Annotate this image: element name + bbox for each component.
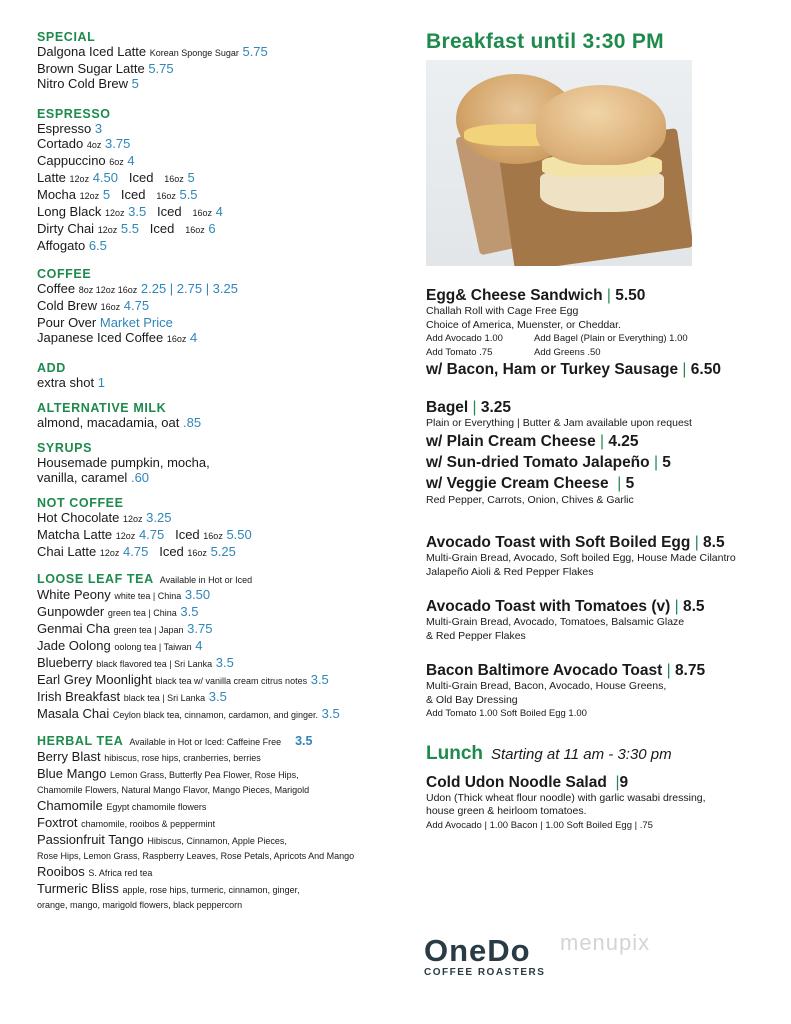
item-size: 12oz: [104, 208, 125, 218]
drinks-column: [37, 30, 397, 924]
menu-item: [37, 238, 397, 253]
not-coffee-section: [37, 496, 397, 561]
item-desc: hibiscus, rose hips, cranberries, berries: [104, 753, 261, 763]
dish-desc: & Old Bay Dressing: [426, 693, 518, 706]
dish-title: Egg& Cheese Sandwich | 5.50: [426, 287, 646, 304]
heading-note: Available in Hot or Iced: [159, 575, 253, 585]
menu-item: [37, 638, 397, 655]
iced-label: Iced: [175, 527, 200, 542]
item-price: 3.75: [105, 136, 131, 151]
menu-item: [37, 672, 397, 689]
item-price: 4: [127, 153, 135, 168]
item-name: Berry Blast: [37, 749, 101, 764]
dish-desc: house green & heirloom tomatoes.: [426, 805, 587, 817]
item-price: 3.5: [215, 655, 234, 670]
item-price: Market Price: [99, 315, 173, 330]
dish-desc: Choice of America, Muenster, or Cheddar.: [426, 318, 621, 331]
section-heading: NOT COFFEE: [37, 496, 124, 510]
logo-tagline: COFFEE ROASTERS: [424, 967, 546, 978]
dish-upgrade: w/ Bacon, Ham or Turkey Sausage | 6.50: [426, 361, 721, 378]
item-desc: Ceylon black tea, cinnamon, cardamon, and ginger.: [112, 710, 319, 720]
item-size: 16oz: [192, 208, 212, 218]
item-name: Matcha Latte: [37, 527, 113, 542]
iced-label: Iced: [159, 544, 184, 559]
dish-name: Egg& Cheese Sandwich: [426, 287, 603, 304]
item-size: 12oz: [99, 548, 120, 558]
alt-milk-section: [37, 401, 397, 430]
item-desc: white tea | China: [114, 591, 182, 601]
menu-item: [37, 136, 397, 153]
item-desc-cont: Rose Hips, Lemon Grass, Raspberry Leaves, Rose Petals, Apricots And Mango: [37, 851, 355, 861]
menu-item: [37, 170, 397, 187]
dish-desc: Jalapeño Aioli & Red Pepper Flakes: [426, 565, 594, 578]
item-name: almond, macadamia, oat: [37, 415, 180, 430]
item-price: 5: [131, 76, 139, 91]
avocado-egg-toast: [426, 533, 776, 579]
dish-price: 5.50: [615, 287, 646, 304]
item-name: Hot Chocolate: [37, 510, 120, 525]
addon-text: Add Greens .50: [534, 346, 601, 358]
item-name: Chamomile: [37, 798, 103, 813]
egg-sandwich: [426, 286, 776, 380]
dish-title: Cold Udon Noodle Salad |9: [426, 773, 629, 791]
udon-salad: [426, 773, 776, 833]
dish-price: 3.25: [480, 399, 512, 416]
menu-item: [37, 527, 397, 544]
item-desc: Egypt chamomile flowers: [106, 802, 207, 812]
item-name: Gunpowder: [37, 604, 105, 619]
item-price: 5.25: [210, 544, 236, 559]
item-price: 4.75: [138, 527, 165, 542]
item-price: 4.75: [123, 298, 150, 313]
add-section: [37, 361, 397, 390]
dish-desc: Challah Roll with Cage Free Egg: [426, 305, 579, 317]
item-desc: green tea | China: [107, 608, 177, 618]
item-name: Cortado: [37, 136, 84, 151]
item-size: 16oz: [156, 191, 176, 201]
dish-addon: [426, 332, 776, 346]
menu-item: [37, 204, 397, 221]
option-price: 5: [625, 474, 635, 492]
item-price: 3.5: [208, 689, 227, 704]
section-heading: ALTERNATIVE MILK: [37, 401, 167, 415]
item-desc: Hibiscus, Cinnamon, Apple Pieces,: [147, 836, 287, 846]
item-price: 3.5: [310, 672, 329, 687]
item-price: 6: [208, 221, 216, 236]
menu-item: [37, 61, 397, 76]
item-desc: black tea w/ vanilla cream citrus notes: [155, 676, 308, 686]
item-price: 4: [195, 638, 203, 653]
item-price: .85: [182, 415, 202, 430]
item-name: Affogato: [37, 238, 86, 253]
menu-item: [37, 510, 397, 527]
item-name: Blue Mango: [37, 766, 107, 781]
item-name: Long Black: [37, 204, 102, 219]
item-size: 8oz 12oz 16oz: [78, 285, 138, 295]
item-name: Earl Grey Moonlight: [37, 672, 152, 687]
dish-name: Bacon Baltimore Avocado Toast: [426, 662, 663, 679]
item-desc-cont: Chamomile Flowers, Natural Mango Flavor, Mango Pieces, Marigold: [37, 785, 310, 795]
menu-item: [37, 375, 397, 390]
item-name: Blueberry: [37, 655, 93, 670]
item-price: 3.5: [321, 706, 340, 721]
menu-item: [37, 298, 397, 315]
item-price: 5.50: [226, 527, 252, 542]
item-price: 5.75: [148, 61, 174, 76]
item-price: 5.75: [242, 44, 268, 59]
item-size: 12oz: [79, 191, 100, 201]
item-size: 12oz: [115, 531, 136, 541]
addon-text: Add Tomato .75: [426, 346, 493, 358]
item-price: 6.5: [88, 238, 107, 253]
item-name: White Peony: [37, 587, 111, 602]
dish-price: 8.5: [703, 534, 725, 551]
section-heading: [37, 572, 397, 587]
section-heading: SYRUPS: [37, 441, 93, 455]
item-name: Masala Chai: [37, 706, 110, 721]
item-name: Brown Sugar Latte: [37, 61, 145, 76]
item-price: 3.75: [187, 621, 213, 636]
menu-item: [37, 706, 397, 723]
item-name: Rooibos: [37, 864, 85, 879]
item-price: 1: [97, 375, 105, 390]
item-name: Irish Breakfast: [37, 689, 121, 704]
menu-item: [37, 44, 397, 61]
item-name: Pour Over: [37, 315, 97, 330]
item-price: 4.50: [92, 170, 119, 185]
dish-desc: Multi-Grain Bread, Avocado, Tomatoes, Balsamic Glaze: [426, 616, 685, 628]
item-desc: black tea | Sri Lanka: [123, 693, 206, 703]
item-size: 16oz: [187, 548, 207, 558]
item-name: Chai Latte: [37, 544, 97, 559]
heading-note: Available in Hot or Iced: Caffeine Free: [129, 737, 282, 747]
bacon-avocado-toast: [426, 661, 776, 721]
item-desc: chamomile, rooibos & peppermint: [81, 819, 216, 829]
dish-title: Bacon Baltimore Avocado Toast | 8.75: [426, 662, 706, 679]
item-name: Coffee: [37, 281, 76, 296]
iced-label: Iced: [149, 221, 175, 236]
item-name: Cold Brew: [37, 298, 97, 313]
menu-item: [37, 766, 397, 783]
dish-price: 9: [619, 773, 629, 791]
menu-item: [37, 470, 397, 485]
sandwich-photo: [426, 60, 692, 266]
iced-label: Iced: [128, 170, 154, 185]
item-name: Nitro Cold Brew: [37, 76, 129, 91]
menu-item: [37, 153, 397, 170]
herbal-section: [37, 734, 397, 913]
heading-text: LOOSE LEAF TEA: [37, 572, 154, 586]
menu-item: [37, 655, 397, 672]
section-heading: [37, 734, 397, 749]
menu-item: [37, 76, 397, 91]
item-size: 12oz: [69, 174, 90, 184]
upgrade-price: 6.50: [690, 361, 721, 378]
item-size: 16oz: [164, 174, 184, 184]
item-size: 16oz: [100, 302, 121, 312]
food-column: [426, 30, 776, 850]
item-price: 4: [215, 204, 223, 219]
syrups-section: [37, 441, 397, 485]
dish-price: 8.5: [682, 598, 705, 615]
item-name: Dirty Chai: [37, 221, 95, 236]
option-price: 4.25: [608, 432, 639, 450]
item-name: Mocha: [37, 187, 77, 202]
item-price: 4: [190, 330, 198, 345]
section-heading: ESPRESSO: [37, 107, 111, 121]
item-name: Jade Oolong: [37, 638, 111, 653]
menu-item: [37, 689, 397, 706]
iced-label: Iced: [120, 187, 146, 202]
item-price: 3.5: [128, 204, 147, 219]
dish-desc: Udon (Thick wheat flour noodle) with garlic wasabi dressing,: [426, 791, 706, 804]
option-name: w/ Veggie Cream Cheese: [426, 474, 609, 492]
item-name: Genmai Cha: [37, 621, 110, 636]
menu-item: [37, 604, 397, 621]
loose-leaf-section: [37, 572, 397, 723]
item-desc: oolong tea | Taiwan: [114, 642, 192, 652]
menu-item: [37, 587, 397, 604]
bagel-option: w/ Plain Cream Cheese | 4.25: [426, 432, 639, 450]
dish-title: Bagel | 3.25: [426, 399, 512, 416]
menu-item: [37, 749, 397, 766]
item-price: 5: [102, 187, 111, 202]
menu-item: [37, 281, 397, 298]
option-name: w/ Sun-dried Tomato Jalapeño: [426, 453, 650, 471]
dish-desc: Plain or Everything | Butter & Jam available upon request: [426, 417, 692, 429]
item-size: 6oz: [109, 157, 124, 167]
onedo-logo: [424, 935, 564, 978]
bagel-option: w/ Sun-dried Tomato Jalapeño | 5: [426, 453, 671, 471]
menupix-watermark: menupix: [560, 930, 651, 955]
item-price: 2.25 | 2.75 | 3.25: [140, 281, 238, 296]
item-price: 3: [94, 121, 103, 136]
menu-item: [37, 415, 397, 430]
option-name: w/ Plain Cream Cheese: [426, 432, 596, 450]
item-size: 16oz: [166, 334, 187, 344]
menu-item: [37, 864, 397, 881]
menu-item: [37, 315, 397, 330]
section-heading: SPECIAL: [37, 30, 96, 44]
item-price: .60: [130, 470, 150, 485]
item-size: 16oz: [185, 225, 205, 235]
logo-name: OneDo: [424, 933, 531, 968]
option-price: 5: [662, 453, 671, 471]
item-note: Korean Sponge Sugar: [149, 48, 239, 58]
avocado-tomato-toast: [426, 597, 776, 643]
item-name: vanilla, caramel: [37, 470, 128, 485]
menu-item: [37, 330, 397, 347]
dish-price: 8.75: [674, 662, 706, 679]
item-price: 5.5: [179, 187, 198, 202]
breakfast-title: Breakfast until 3:30 PM: [426, 30, 664, 53]
dish-addon: Add Tomato 1.00 Soft Boiled Egg 1.00: [426, 708, 587, 719]
item-desc: green tea | Japan: [113, 625, 184, 635]
lunch-title: Lunch: [426, 742, 483, 764]
menu-item: [37, 621, 397, 638]
menu-item: [37, 798, 397, 815]
lunch-hours: Starting at 11 am - 3:30 pm: [491, 745, 672, 763]
coffee-section: [37, 267, 397, 347]
item-name: Turmeric Bliss: [37, 881, 119, 896]
item-price: 5.5: [120, 221, 139, 236]
addon-text: Add Bagel (Plain or Everything) 1.00: [534, 333, 688, 344]
item-name: Foxtrot: [37, 815, 78, 830]
item-size: 4oz: [86, 140, 102, 150]
item-name: Passionfruit Tango: [37, 832, 144, 847]
dish-name: Cold Udon Noodle Salad: [426, 773, 607, 791]
espresso-section: [37, 107, 397, 253]
item-size: 12oz: [97, 225, 118, 235]
dish-desc: Multi-Grain Bread, Avocado, Soft boiled Egg, House Made Cilantro: [426, 552, 736, 564]
item-desc: S. Africa red tea: [88, 868, 153, 878]
menu-item: [37, 121, 397, 136]
upgrade-name: w/ Bacon, Ham or Turkey Sausage: [426, 361, 679, 378]
item-price: 4.75: [123, 544, 149, 559]
item-name: extra shot: [37, 375, 95, 390]
item-name: Japanese Iced Coffee: [37, 330, 164, 345]
item-name: Dalgona Iced Latte: [37, 44, 147, 59]
item-size: 12oz: [123, 514, 143, 524]
item-size: 16oz: [203, 531, 223, 541]
heading-text: HERBAL TEA: [37, 734, 124, 748]
dish-title: Avocado Toast with Tomatoes (v) | 8.5: [426, 598, 705, 615]
dish-name: Bagel: [426, 399, 469, 416]
addon-text: Add Avocado 1.00: [426, 333, 503, 344]
section-heading: COFFEE: [37, 267, 92, 281]
item-desc: Lemon Grass, Butterfly Pea Flower, Rose Hips,: [110, 770, 299, 780]
dish-name: Avocado Toast with Tomatoes (v): [426, 598, 671, 615]
dish-addon: Add Avocado | 1.00 Bacon | 1.00 Soft Boiled Egg | .75: [426, 819, 653, 831]
menu-item: Housemade pumpkin, mocha,: [37, 455, 210, 470]
iced-label: Iced: [157, 204, 182, 219]
dish-title: Avocado Toast with Soft Boiled Egg | 8.5: [426, 534, 725, 551]
bagel-option: w/ Veggie Cream Cheese | 5: [426, 474, 635, 492]
dish-desc: Red Pepper, Carrots, Onion, Chives & Garlic: [426, 493, 634, 506]
dish-addon: [426, 346, 776, 360]
item-price: 5: [187, 170, 195, 185]
menu-item: [37, 881, 397, 898]
item-name: Espresso: [37, 121, 92, 136]
item-desc: black flavored tea | Sri Lanka: [96, 659, 213, 669]
item-name: Latte: [37, 170, 66, 185]
item-price: 3.25: [146, 510, 172, 525]
menu-item: [37, 832, 397, 849]
heading-price: 3.5: [295, 734, 313, 748]
bagel: [426, 398, 776, 507]
menu-item: [37, 544, 397, 561]
dish-desc: Multi-Grain Bread, Bacon, Avocado, House Greens,: [426, 680, 667, 692]
item-price: 3.5: [180, 604, 199, 619]
section-heading: ADD: [37, 361, 66, 375]
item-desc-cont: orange, mango, marigold flowers, black peppercorn: [37, 900, 243, 910]
menu-item: [37, 815, 397, 832]
menu-item: [37, 221, 397, 238]
special-section: [37, 30, 397, 91]
item-name: Cappuccino: [37, 153, 106, 168]
lunch-heading: [426, 743, 776, 765]
dish-desc: & Red Pepper Flakes: [426, 629, 526, 642]
item-price: 3.50: [184, 587, 211, 602]
item-desc: apple, rose hips, turmeric, cinnamon, ginger,: [122, 885, 300, 895]
menu-item: [37, 187, 397, 204]
dish-name: Avocado Toast with Soft Boiled Egg: [426, 534, 691, 551]
